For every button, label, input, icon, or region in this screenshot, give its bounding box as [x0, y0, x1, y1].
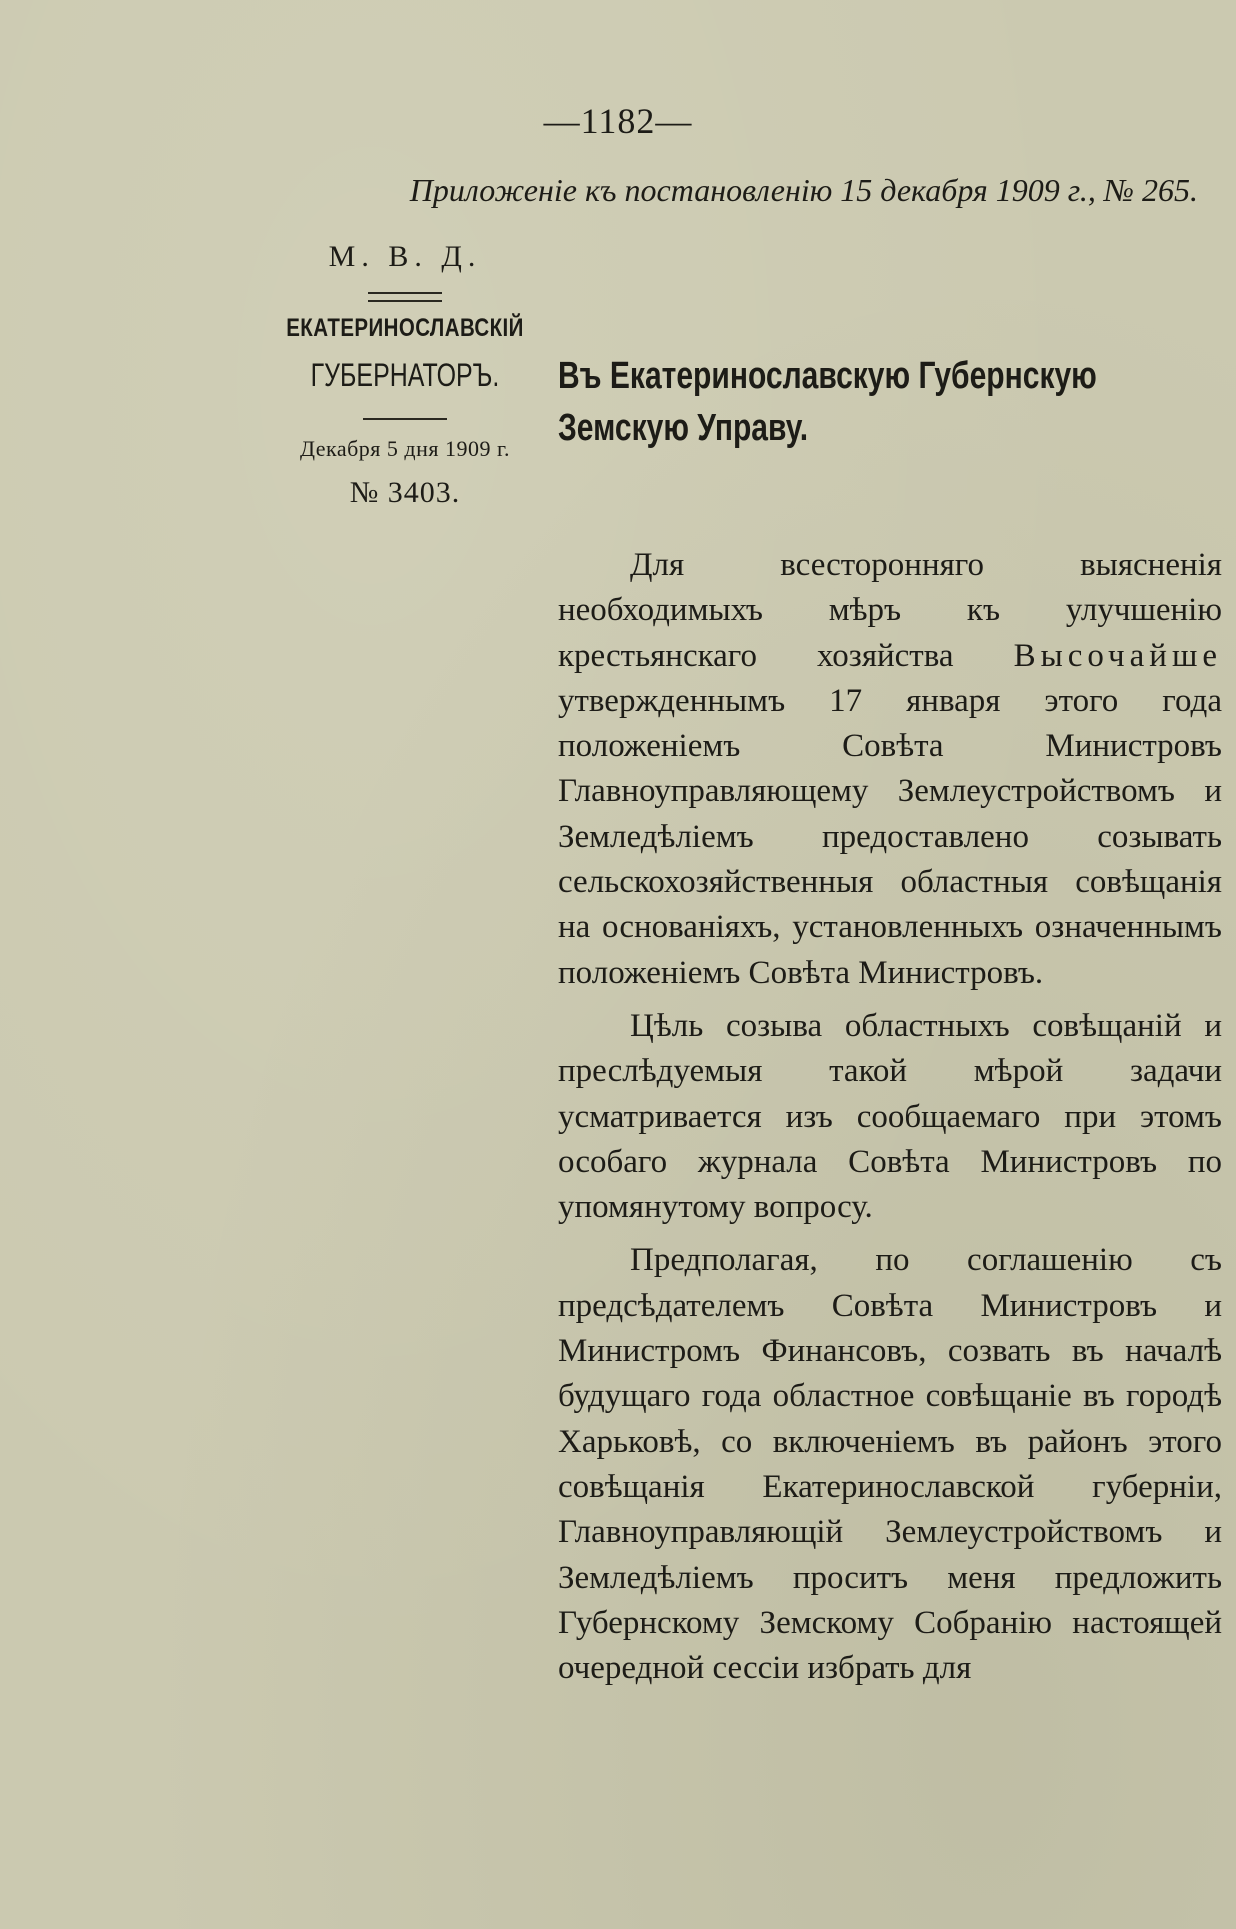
paragraph-3: Предполагая, по соглашенію съ предсѣдателемъ Совѣта Министровъ и Министромъ Финансовъ, созвать въ началѣ будущаго года областное совѣщаніе въ городѣ Харьковѣ, со включеніемъ въ районъ этого совѣщанія Екатеринославской губерніи, Главноуправляющій Землеустройствомъ и Земледѣліемъ проситъ меня предложить Губернскому Земскому Собранію настоящей очередной сессіи избрать для — [558, 1242, 1222, 1687]
paragraph-1-end: утвержденнымъ 17 января этого года положеніемъ Совѣта Министровъ Главноуправляющему Землеустройствомъ и Земледѣліемъ предоставлено созывать сельскохозяйственныя областныя совѣщанія на основаніяхъ, установленныхъ означеннымъ положеніемъ Совѣта Министровъ. — [558, 682, 1222, 991]
addressee-line1: Въ Екатеринославскую Губернскую — [558, 355, 1097, 397]
letter-number: № 3403. — [349, 476, 461, 509]
paragraph-2: Цѣль созыва областныхъ совѣщаній и преслѣдуемыя такой мѣрой задачи усматривается изъ сообщаемаго при этомъ особаго журнала Совѣта Министровъ по упомянутому вопросу. — [558, 1007, 1222, 1226]
paragraph-1-start: Для всесторонняго выясненія необходимыхъ мѣръ къ улучшенію крестьянскаго хозяйства — [558, 547, 1222, 674]
appendix-note: Приложеніе къ постановленію 15 декабря 1909 г., № 265. — [409, 172, 1198, 208]
ministry-abbreviation: М. В. Д. — [328, 240, 482, 273]
rule-divider — [363, 418, 447, 420]
letter-body — [558, 543, 1222, 1699]
addressee — [558, 350, 1218, 454]
double-rule-divider — [368, 292, 442, 302]
governor-title-line1: ЕКАТЕРИНОСЛАВСКІЙ — [286, 314, 524, 342]
letter-date: Декабря 5 дня 1909 г. — [299, 436, 511, 461]
governor-title-line2: ГУБЕРНАТОРЪ. — [310, 357, 500, 393]
letterhead-block — [255, 240, 555, 510]
addressee-line2: Земскую Управу. — [558, 407, 809, 449]
paragraph-1-emphasis: Высочайше — [1013, 637, 1222, 674]
paragraph-1 — [558, 543, 1222, 996]
page-number: —1182— — [543, 101, 693, 141]
